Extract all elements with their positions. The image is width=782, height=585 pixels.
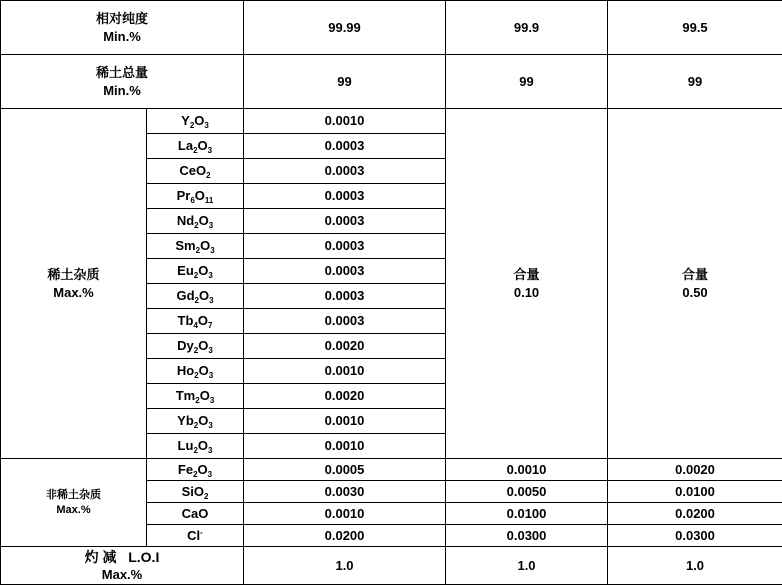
formula-n1: 6 <box>190 196 194 205</box>
treo-value-2: 99 <box>446 55 608 109</box>
label-treo-cn: 稀土总量 <box>1 64 243 82</box>
impurity-value: 0.0003 <box>244 159 446 184</box>
formula-n2: 3 <box>210 246 214 255</box>
label-purity-cn: 相对纯度 <box>1 10 243 28</box>
formula-n2: 3 <box>208 146 212 155</box>
formula-el1: La <box>178 138 193 153</box>
label-loi-unit: Max.% <box>1 566 243 584</box>
formula-n1: 2 <box>194 421 198 430</box>
label-re-impurities-unit: Max.% <box>1 284 146 302</box>
formula <box>176 388 215 403</box>
label-loi-cn: 灼 减 <box>85 549 117 565</box>
formula-el2: O <box>195 188 205 203</box>
row-non-re-impurity <box>1 459 782 481</box>
formula-n2: 3 <box>208 271 212 280</box>
impurity-value: 0.0003 <box>244 234 446 259</box>
loi-value-2: 1.0 <box>446 547 608 585</box>
impurity-formula <box>147 234 244 259</box>
row-loi <box>1 547 782 585</box>
impurity-formula <box>147 134 244 159</box>
impurity-value-3: 0.0100 <box>608 481 782 503</box>
formula-el1: Gd <box>176 288 194 303</box>
impurity-value-3: 0.0300 <box>608 525 782 547</box>
formula-el2: O <box>199 288 209 303</box>
formula-n2: 3 <box>208 421 212 430</box>
formula <box>177 413 213 428</box>
formula-el1: Lu <box>178 438 194 453</box>
formula <box>178 462 212 477</box>
formula-n1: 2 <box>194 371 198 380</box>
formula <box>177 263 213 278</box>
label-re-impurities <box>1 109 147 459</box>
formula-el2: O <box>198 313 208 328</box>
impurity-formula <box>147 309 244 334</box>
formula-n1: 2 <box>194 346 198 355</box>
impurity-value-1: 0.0200 <box>244 525 446 547</box>
formula-n1: 4 <box>193 321 197 330</box>
label-non-re-impurities-cn: 非稀土杂质 <box>1 488 146 503</box>
re-total-value: 0.50 <box>608 284 782 302</box>
formula-el2: O <box>198 438 208 453</box>
formula-el2: O <box>198 506 208 521</box>
formula-n2: 7 <box>208 321 212 330</box>
label-purity-unit: Min.% <box>1 28 243 46</box>
formula-el1: Fe <box>178 462 193 477</box>
impurity-formula <box>147 459 244 481</box>
formula <box>176 288 213 303</box>
loi-value-3: 1.0 <box>608 547 782 585</box>
impurity-value-3: 0.0020 <box>608 459 782 481</box>
purity-value-2: 99.9 <box>446 1 608 55</box>
formula-el2: O <box>198 138 208 153</box>
formula-n1: 2 <box>194 271 198 280</box>
formula-n1: 2 <box>190 121 194 130</box>
spec-table-body <box>1 1 782 585</box>
impurity-formula <box>147 481 244 503</box>
formula-n2: 3 <box>208 346 212 355</box>
formula-n2: 3 <box>210 396 214 405</box>
label-treo-unit: Min.% <box>1 82 243 100</box>
impurity-value: 0.0010 <box>244 109 446 134</box>
formula <box>178 313 213 328</box>
purity-value-1: 99.99 <box>244 1 446 55</box>
formula-n2: 3 <box>209 371 213 380</box>
formula-n2: 3 <box>209 221 213 230</box>
formula-el1: Eu <box>177 263 194 278</box>
formula <box>178 138 212 153</box>
formula-el2: O <box>198 413 208 428</box>
formula-n1: 2 <box>195 396 199 405</box>
formula-el1: Si <box>182 484 194 499</box>
formula <box>181 113 209 128</box>
formula <box>177 363 213 378</box>
formula-n2: 2 <box>204 492 208 501</box>
re-total-value: 0.10 <box>446 284 607 302</box>
formula-el1: Sm <box>175 238 195 253</box>
impurity-value: 0.0003 <box>244 209 446 234</box>
impurity-value: 0.0010 <box>244 359 446 384</box>
label-non-re-impurities <box>1 459 147 547</box>
impurity-value: 0.0003 <box>244 309 446 334</box>
row-treo <box>1 55 782 109</box>
formula-n1: 2 <box>194 221 198 230</box>
impurity-value: 0.0003 <box>244 259 446 284</box>
impurity-formula <box>147 434 244 459</box>
formula-el2: O <box>198 462 208 477</box>
re-total-label: 合量 <box>608 266 782 284</box>
formula-el1: Y <box>181 113 190 128</box>
impurity-value-2: 0.0050 <box>446 481 608 503</box>
formula-n2: 3 <box>204 121 208 130</box>
formula-n2: 3 <box>208 470 212 479</box>
formula-el1: Dy <box>177 338 194 353</box>
formula-el1: Ca <box>182 506 199 521</box>
impurity-value-3: 0.0200 <box>608 503 782 525</box>
formula-el2: O <box>200 238 210 253</box>
formula-el2: O <box>198 263 208 278</box>
impurity-formula <box>147 384 244 409</box>
formula <box>177 188 214 203</box>
impurity-formula <box>147 209 244 234</box>
impurity-value: 0.0020 <box>244 384 446 409</box>
loi-value-1: 1.0 <box>244 547 446 585</box>
formula <box>179 163 210 178</box>
impurity-value-1: 0.0005 <box>244 459 446 481</box>
impurity-formula <box>147 409 244 434</box>
impurity-value: 0.0003 <box>244 284 446 309</box>
formula-el2: O <box>198 338 208 353</box>
label-loi <box>1 547 244 585</box>
label-loi-line1 <box>1 548 243 566</box>
row-purity <box>1 1 782 55</box>
impurity-value: 0.0010 <box>244 409 446 434</box>
formula <box>182 484 209 499</box>
impurity-formula <box>147 284 244 309</box>
formula-sup: - <box>200 528 203 537</box>
re-total-label: 合量 <box>446 266 607 284</box>
formula-n1: 2 <box>196 246 200 255</box>
purity-value-3: 99.5 <box>608 1 782 55</box>
formula <box>175 238 214 253</box>
re-total-2 <box>608 109 782 459</box>
impurity-value-2: 0.0300 <box>446 525 608 547</box>
formula-n1: 2 <box>195 296 199 305</box>
impurity-formula <box>147 109 244 134</box>
formula-n1: 2 <box>193 146 197 155</box>
formula-el2: O <box>196 163 206 178</box>
formula-n2: 3 <box>208 446 212 455</box>
formula-n1: 2 <box>193 470 197 479</box>
impurity-formula <box>147 184 244 209</box>
impurity-value-1: 0.0010 <box>244 503 446 525</box>
treo-value-1: 99 <box>244 55 446 109</box>
impurity-value-1: 0.0030 <box>244 481 446 503</box>
label-treo <box>1 55 244 109</box>
impurity-formula <box>147 503 244 525</box>
formula-el2: O <box>199 363 209 378</box>
impurity-value: 0.0003 <box>244 184 446 209</box>
re-total-1 <box>446 109 608 459</box>
label-non-re-impurities-unit: Max.% <box>1 503 146 518</box>
treo-value-3: 99 <box>608 55 782 109</box>
formula-n1: 2 <box>193 446 197 455</box>
formula-el1: Yb <box>177 413 194 428</box>
formula-el2: O <box>199 213 209 228</box>
impurity-value: 0.0003 <box>244 134 446 159</box>
formula <box>182 506 209 521</box>
formula-el1: Tb <box>178 313 194 328</box>
formula-el2: O <box>200 388 210 403</box>
formula <box>177 213 213 228</box>
formula-el1: Nd <box>177 213 194 228</box>
formula-el1: Tm <box>176 388 196 403</box>
impurity-formula <box>147 159 244 184</box>
formula-el2: O <box>194 484 204 499</box>
impurity-formula <box>147 525 244 547</box>
impurity-formula <box>147 359 244 384</box>
formula-n2: 2 <box>206 171 210 180</box>
impurity-value: 0.0010 <box>244 434 446 459</box>
formula-el1: Cl <box>187 528 200 543</box>
formula-n2: 11 <box>205 196 213 205</box>
formula-el1: Pr <box>177 188 191 203</box>
impurity-formula <box>147 334 244 359</box>
label-re-impurities-cn: 稀土杂质 <box>1 266 146 284</box>
formula-el1: Ho <box>177 363 194 378</box>
impurity-value-2: 0.0100 <box>446 503 608 525</box>
formula-el2: O <box>194 113 204 128</box>
formula <box>187 528 203 543</box>
label-purity <box>1 1 244 55</box>
impurity-formula <box>147 259 244 284</box>
impurity-value: 0.0020 <box>244 334 446 359</box>
label-loi-code: L.O.I <box>128 549 159 565</box>
formula-n2: 3 <box>209 296 213 305</box>
impurity-value-2: 0.0010 <box>446 459 608 481</box>
formula <box>177 338 213 353</box>
formula-el1: Ce <box>179 163 196 178</box>
row-re-impurity <box>1 109 782 134</box>
formula <box>178 438 213 453</box>
